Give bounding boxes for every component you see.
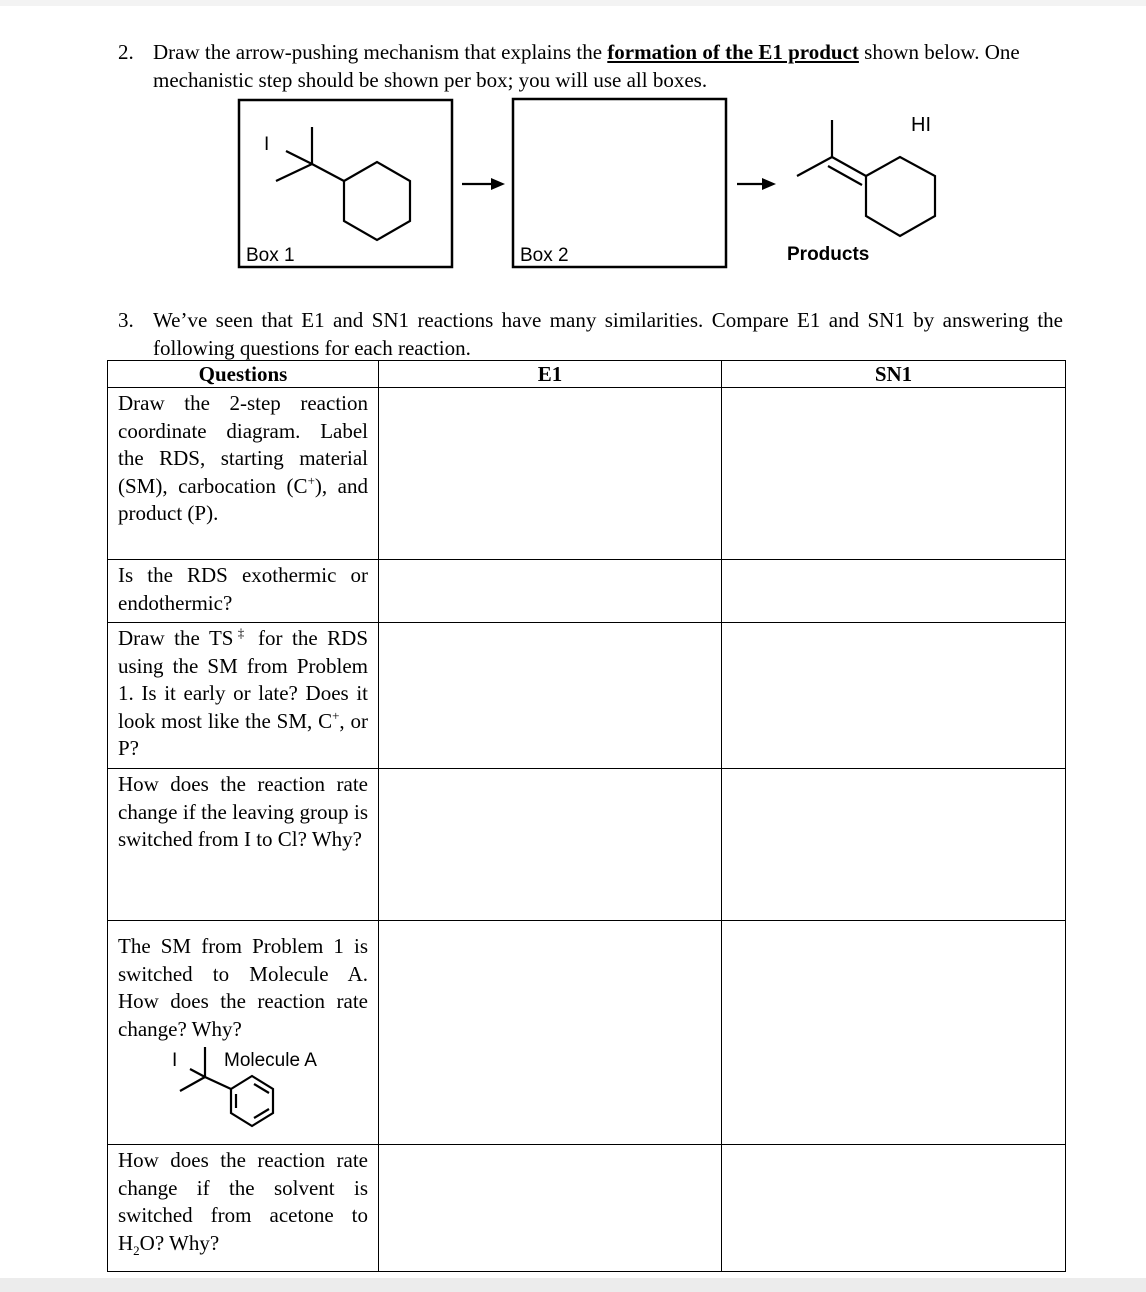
answer-e1-5[interactable]: [379, 921, 722, 1145]
molecule-a-iodine-label: I: [172, 1050, 178, 1071]
comparison-table: [107, 360, 1066, 1272]
answer-sn1-2[interactable]: [722, 560, 1066, 623]
header-sn1: SN1: [722, 361, 1066, 388]
question-cell-2: Is the RDS exothermic or endothermic?: [108, 560, 379, 623]
reaction-arrow-1: [462, 178, 505, 190]
question-2-text-end: shown below. One mechanistic step should be shown per box; you will use all boxes.: [153, 40, 1020, 92]
molecule-a: [118, 1043, 368, 1143]
table-row: [108, 1145, 1066, 1272]
question-cell-6: How does the reaction rate change if the solvent is switched from acetone to $H_2O$? Why?: [108, 1145, 379, 1272]
answer-sn1-3[interactable]: [722, 623, 1066, 769]
question-cell-4: How does the reaction rate change if the leaving group is switched from I to Cl? Why?: [108, 769, 379, 921]
header-questions: Questions: [108, 361, 379, 388]
table-row: [108, 921, 1066, 1145]
answer-sn1-4[interactable]: [722, 769, 1066, 921]
box-2-label: Box 2: [520, 245, 569, 266]
question-3-text: We’ve seen that E1 and SN1 reactions have many similarities. Compare E1 and SN1 by answering the following questions for each reaction.: [153, 308, 1063, 360]
question-2-emphasis: formation of the E1 product: [607, 40, 859, 64]
answer-e1-3[interactable]: [379, 623, 722, 769]
answer-e1-4[interactable]: [379, 769, 722, 921]
question-2-number: 2.: [118, 40, 134, 64]
question-3-number: 3.: [118, 308, 134, 332]
answer-e1-2[interactable]: [379, 560, 722, 623]
question-2-text-start: Draw the arrow-pushing mechanism that explains the: [153, 40, 608, 64]
answer-sn1-5[interactable]: [722, 921, 1066, 1145]
question-cell-1: Draw the 2-step reaction coordinate diagram. Label the RDS, starting material (SM), carbocation (C+), and product (P).: [108, 388, 379, 560]
table-row: [108, 388, 1066, 560]
table-row: [108, 769, 1066, 921]
molecule-a-label: Molecule A: [224, 1050, 317, 1071]
table-row: [108, 560, 1066, 623]
answer-e1-6[interactable]: [379, 1145, 722, 1272]
answer-e1-1[interactable]: [379, 388, 722, 560]
question-cell-3: Draw the TS‡ for the RDS using the SM from Problem 1. Is it early or late? Does it look most like the SM, C+, or P?: [108, 623, 379, 769]
product-structure: [797, 120, 935, 236]
reaction-arrow-2: [737, 178, 776, 190]
reaction-scheme: [0, 0, 1146, 300]
products-label: Products: [787, 244, 870, 265]
answer-sn1-6[interactable]: [722, 1145, 1066, 1272]
mechanism-box-1: [239, 100, 452, 267]
header-e1: E1: [379, 361, 722, 388]
answer-sn1-1[interactable]: [722, 388, 1066, 560]
starting-material-structure: [276, 127, 410, 240]
table-row: [108, 623, 1066, 769]
table-header-row: [108, 361, 1066, 388]
bottom-band: [0, 1278, 1146, 1292]
question-cell-5: The SM from Problem 1 is switched to Molecule A. How does the reaction rate change? Why? I Molecule A: [108, 921, 379, 1145]
mechanism-box-2: [513, 99, 726, 267]
box-1-label: Box 1: [246, 245, 295, 266]
iodine-label: I: [264, 134, 270, 155]
byproduct-label: HI: [911, 114, 931, 136]
